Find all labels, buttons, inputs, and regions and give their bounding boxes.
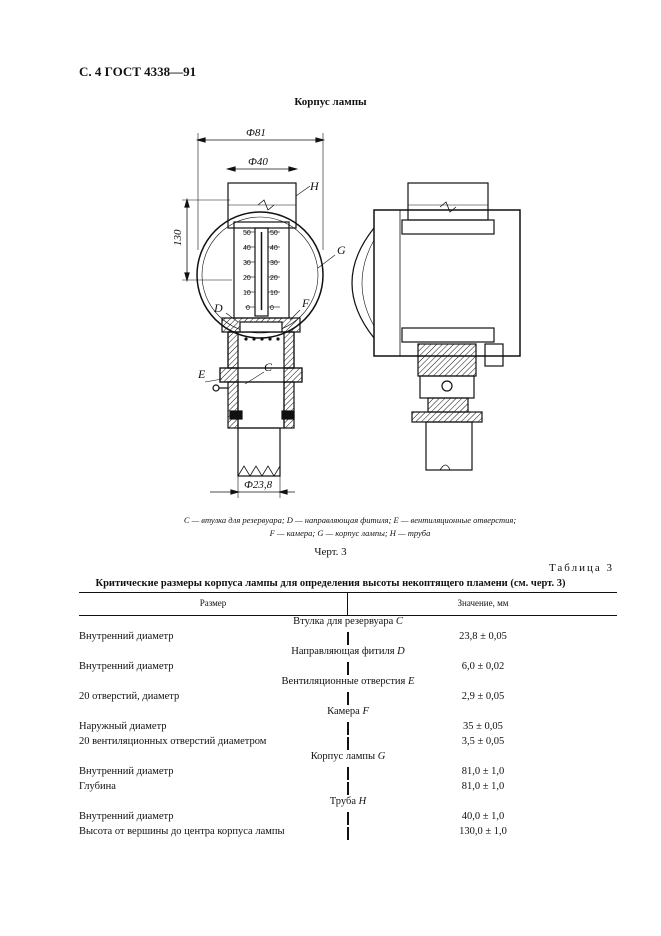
table-label: Таблица 3 <box>548 562 614 574</box>
row-value: 23,8 ± 0,05 <box>459 631 507 642</box>
row-value: 81,0 ± 1,0 <box>461 766 505 777</box>
section-label <box>79 616 617 627</box>
label-g: G <box>337 243 346 257</box>
scale-right-20: 20 <box>270 275 278 282</box>
scale-left-20: 20 <box>243 275 251 282</box>
row-name: Внутренний диаметр <box>79 766 174 777</box>
section-title: Направляющая фитиля <box>291 646 395 657</box>
table-section-row <box>79 796 617 811</box>
dimensions-table <box>79 592 617 841</box>
section-title: Вентиляционные отверстия <box>281 676 406 687</box>
label-e: E <box>198 367 206 381</box>
table-section-row <box>79 676 617 691</box>
table-row <box>79 661 617 676</box>
section-label <box>79 796 617 807</box>
row-value: 35 ± 0,05 <box>463 721 503 732</box>
row-value: 40,0 ± 1,0 <box>461 811 505 822</box>
section-letter: E <box>408 676 415 687</box>
scale-right-10: 10 <box>270 290 278 297</box>
section-title: Камера <box>327 706 360 717</box>
row-value: 81,0 ± 1,0 <box>461 781 505 792</box>
table-row <box>79 766 617 781</box>
row-name: Внутренний диаметр <box>79 631 174 642</box>
table-title: Критические размеры корпуса лампы для определения высоты некоптящего пламени (см. черт. 3) <box>95 578 566 589</box>
header-value: Значение, мм <box>457 598 509 608</box>
scale-left-0: 0 <box>246 305 250 312</box>
row-name: 20 вентиляционных отверстий диаметром <box>79 736 267 747</box>
header-divider <box>347 593 348 615</box>
table-section-row <box>79 616 617 631</box>
page-header: С. 4 ГОСТ 4338—91 <box>79 64 197 79</box>
row-value: 3,5 ± 0,05 <box>461 736 505 747</box>
caption-line-1: C — втулка для резервуара; D — направляющая фитиля; E — вентиляционные отверстия; <box>183 515 517 525</box>
row-value: 2,9 ± 0,05 <box>461 691 505 702</box>
row-name: Внутренний диаметр <box>79 811 174 822</box>
table-row <box>79 826 617 841</box>
scale-right-50: 50 <box>270 230 278 237</box>
section-letter: D <box>397 646 405 657</box>
figure-title: Корпус лампы <box>294 96 367 108</box>
section-letter: F <box>362 706 369 717</box>
table-section-row <box>79 706 617 721</box>
section-letter: C <box>395 616 403 627</box>
section-title: Корпус лампы <box>310 751 376 762</box>
section-title: Труба <box>329 796 357 807</box>
table-section-row <box>79 646 617 661</box>
section-label <box>79 676 617 687</box>
table-section-row <box>79 751 617 766</box>
dim-d40: Ф40 <box>248 156 268 168</box>
figure-number: Черт. 3 <box>314 546 347 558</box>
section-label <box>79 706 617 717</box>
dim-h130: 130 <box>172 229 184 246</box>
row-name: Глубина <box>79 781 116 792</box>
section-label <box>79 751 617 762</box>
section-letter: H <box>358 796 367 807</box>
section-letter: G <box>377 751 386 762</box>
side-view <box>352 183 520 470</box>
table-row <box>79 736 617 751</box>
table-row <box>79 691 617 706</box>
row-name: 20 отверстий, диаметр <box>79 691 180 702</box>
table-row <box>79 781 617 796</box>
table-row <box>79 631 617 646</box>
scale-right-0: 0 <box>270 305 274 312</box>
lamp-drawing <box>150 120 530 510</box>
figure-caption <box>140 514 560 540</box>
header-size: Размер <box>199 598 227 608</box>
table-row <box>79 721 617 736</box>
row-name: Внутренний диаметр <box>79 661 174 672</box>
dim-d238: Ф23,8 <box>244 479 273 491</box>
table-header <box>79 592 617 616</box>
table-body <box>79 616 617 841</box>
table-row <box>79 811 617 826</box>
row-name: Наружный диаметр <box>79 721 167 732</box>
section-label <box>79 646 617 657</box>
dim-d81: Ф81 <box>246 127 266 139</box>
label-f: F <box>302 296 310 310</box>
scale-right-40: 40 <box>270 245 278 252</box>
label-c: C <box>264 360 273 374</box>
label-d: D <box>214 301 223 315</box>
section-title: Втулка для резервуара <box>293 616 394 627</box>
row-name: Высота от вершины до центра корпуса лампы <box>79 826 285 837</box>
scale-left-50: 50 <box>243 230 251 237</box>
row-value: 6,0 ± 0,02 <box>461 661 505 672</box>
caption-line-2: F — камера; G — корпус лампы; H — труба <box>269 528 431 538</box>
scale-left-10: 10 <box>243 290 251 297</box>
label-h: H <box>310 179 319 193</box>
scale-left-40: 40 <box>243 245 251 252</box>
scale-left-30: 30 <box>243 260 251 267</box>
row-value: 130,0 ± 1,0 <box>459 826 507 837</box>
scale-right-30: 30 <box>270 260 278 267</box>
